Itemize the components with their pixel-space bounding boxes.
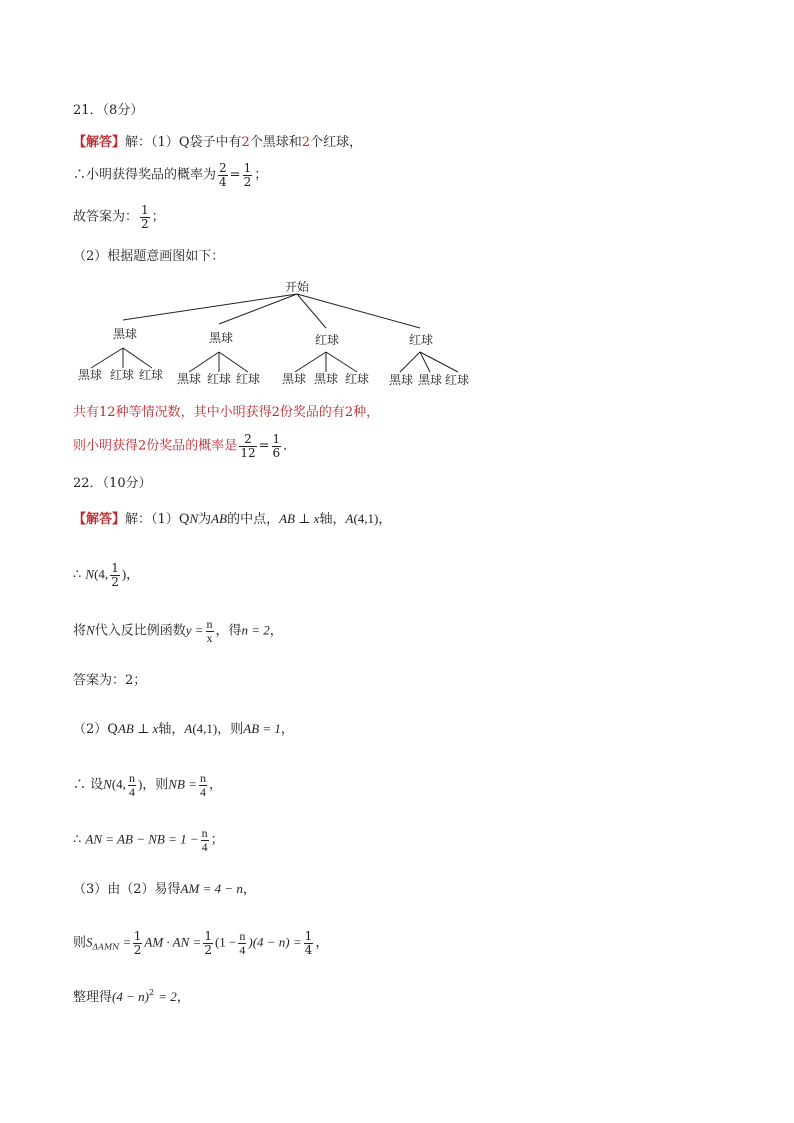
fraction: $\frac{n}{4}$: [201, 826, 208, 854]
q22-line-9: 则$S_{\Delta AMN}$ = $\frac{1}{2}$ AM · AN = $\frac{1}{2}$ (1 − $\frac{n}{4}$ )(4 − n) = $\frac{1}{4}$ ，: [73, 929, 329, 957]
fraction: $\frac{1}{2}$: [243, 161, 252, 189]
q22-line-8: （3）由（2）易得AM = 4 − n，: [73, 881, 256, 897]
tree-leaf: 黑球: [313, 372, 339, 386]
fraction: $\frac{n}{x}$: [206, 617, 213, 645]
fraction: $\frac{1}{6}$: [272, 432, 281, 460]
tree-node: 黑球: [112, 327, 138, 341]
q22-line-6: ∴ 设N(4, $\frac{n}{4}$ )，则NB = $\frac{n}{4}$ ，: [73, 771, 222, 799]
tree-leaf: 红球: [138, 368, 164, 382]
tree-leaf: 黑球: [388, 373, 414, 387]
fraction: $\frac{n}{4}$: [199, 771, 206, 799]
fraction: $\frac{1}{2}$: [204, 929, 212, 957]
tree-diagram: [0, 270, 794, 400]
tree-leaf: 黑球: [281, 372, 307, 386]
tree-leaf: 黑球: [176, 372, 202, 386]
tree-leaf: 黑球: [417, 373, 443, 387]
tree-leaf: 红球: [444, 373, 470, 387]
q21-line-1: 【解答】解：（1）Q袋子中有2个黑球和2个红球，: [73, 135, 363, 150]
q22-header: 22．（10分）: [73, 476, 152, 491]
fraction: $\frac{2}{12}$: [240, 432, 256, 460]
fraction: $\frac{1}{2}$: [141, 203, 149, 231]
tree-edges: [91, 294, 458, 372]
tree-root: 开始: [284, 280, 310, 294]
q22-line-5: （2）QAB ⊥ x轴，A(4,1)，则AB = 1，: [73, 721, 294, 737]
q22-line-3: 将N代入反比例函数y = $\frac{n}{x}$ ，得n = 2，: [73, 617, 283, 645]
tree-node: 红球: [314, 333, 340, 347]
q22-line-1: 【解答】解：（1）QN为AB的中点，AB ⊥ x轴，A(4,1)，: [73, 511, 392, 527]
q22-line-7: ∴ AN = AB − NB = 1 − $\frac{n}{4}$ ；: [73, 826, 224, 854]
tree-leaf: 红球: [206, 372, 232, 386]
q21-line-3: 故答案为： $\frac{1}{2}$ ；: [73, 203, 165, 231]
q21-line-2: ∴小明获得奖品的概率为 $\frac{2}{4}$ = $\frac{1}{2}$ ；: [73, 161, 268, 189]
q21-line-6: 则小明获得2份奖品的概率是 $\frac{2}{12}$ = $\frac{1}{6}$ ．: [73, 432, 297, 460]
q21-line-5: 共有12种等情况数，其中小明获得2份奖品的有2种，: [73, 405, 380, 420]
q22-line-4: 答案为：2；: [73, 673, 147, 688]
tree-node: 红球: [408, 333, 434, 347]
tree-leaf: 红球: [235, 372, 261, 386]
tree-leaf: 黑球: [77, 368, 103, 382]
fraction: $\frac{1}{2}$: [111, 561, 119, 589]
q21-header: 21．（8分）: [73, 103, 144, 118]
tree-node: 黑球: [208, 331, 234, 345]
q22-line-10: 整理得$(4 - n)^2 = 2$，: [73, 988, 190, 1005]
fraction: $\frac{n}{4}$: [239, 929, 246, 957]
q21-line-4: （2）根据题意画图如下：: [73, 249, 225, 264]
fraction: $\frac{1}{4}$: [304, 929, 313, 957]
tree-leaf: 红球: [109, 368, 135, 382]
tree-leaf: 红球: [344, 372, 370, 386]
fraction: $\frac{n}{4}$: [128, 771, 135, 799]
q22-line-2: ∴ N(4, $\frac{1}{2}$ )，: [73, 561, 140, 589]
fraction: $\frac{2}{4}$: [219, 161, 227, 189]
fraction: $\frac{1}{2}$: [133, 929, 142, 957]
